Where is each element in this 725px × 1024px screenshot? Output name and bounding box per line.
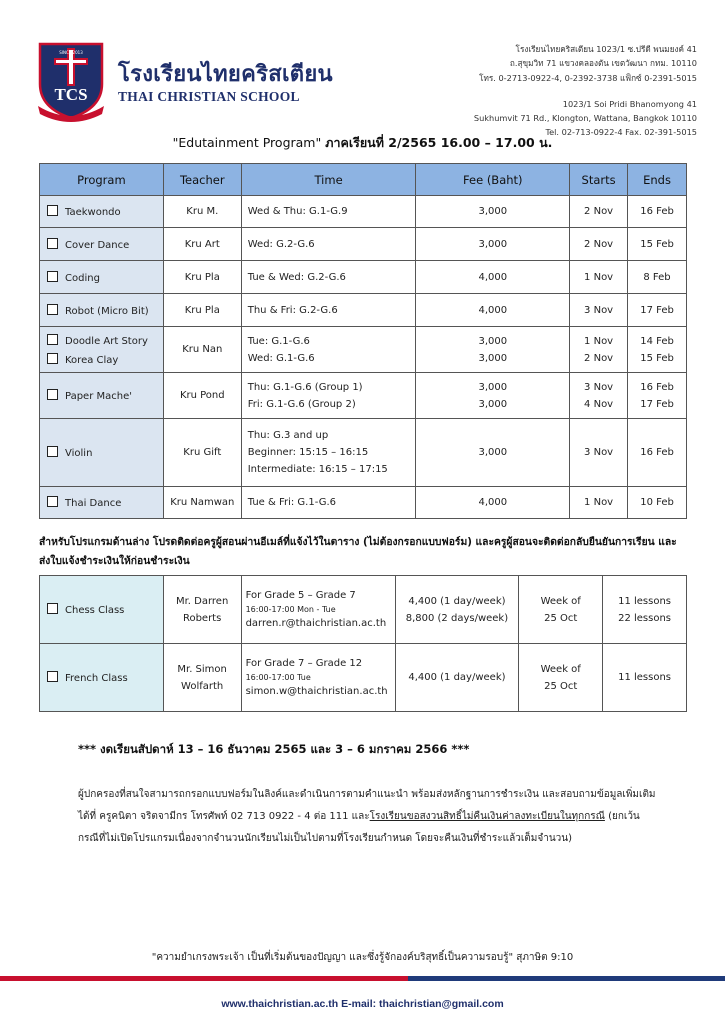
program-option bbox=[47, 331, 163, 350]
cell-line: 17 Feb bbox=[640, 398, 674, 410]
teacher-cell: Kru Namwan bbox=[163, 487, 241, 519]
cell-line: 2 Nov bbox=[584, 238, 614, 250]
checkbox-icon[interactable] bbox=[47, 304, 58, 315]
registration-paragraph bbox=[78, 784, 658, 850]
column-header: Time bbox=[241, 164, 416, 196]
cell-line: 3,000 bbox=[478, 335, 508, 347]
start-cell bbox=[570, 487, 628, 519]
program-cell bbox=[40, 261, 164, 294]
time-cell bbox=[241, 327, 416, 373]
cell-line: 8 Feb bbox=[643, 271, 671, 283]
program-cell bbox=[40, 196, 164, 228]
language-chess-table bbox=[39, 575, 687, 712]
holiday-notice: *** งดเรียนสัปดาห์ 13 – 16 ธันวาคม 2565 และ 3 – 6 มกราคม 2566 *** bbox=[78, 742, 470, 756]
cell-line: 3,000 bbox=[478, 352, 508, 364]
cell-line: Mr. Simon bbox=[177, 663, 227, 675]
checkbox-icon[interactable] bbox=[47, 353, 58, 364]
cell-line: 16 Feb bbox=[640, 206, 674, 217]
edutainment-schedule-table bbox=[39, 163, 687, 519]
paragraph-text: ผู้ปกครองที่สนใจสามารถกรอกแบบฟอร์มในลิงค์และดำเนินการตามคำแนะนำ พร้อมส่งหลักฐานการชำระเงิน และสอบถามข้อมูลเพิ่มเติมได้ที่ ครูคนิตา จริตจามีกร โทรศัพท์ 02 713 0922 - 4 ต่อ 111 และ bbox=[78, 789, 656, 822]
end-cell bbox=[628, 419, 687, 487]
checkbox-icon[interactable] bbox=[47, 671, 58, 682]
school-name-thai: โรงเรียนไทยคริสเตียน bbox=[118, 62, 333, 87]
program-name: Doodle Art Story bbox=[65, 335, 148, 347]
cell-line: 22 lessons bbox=[618, 612, 672, 624]
fee-cell bbox=[416, 327, 570, 373]
school-address bbox=[474, 42, 697, 140]
cell-line: Thu: G.3 and up bbox=[247, 430, 329, 441]
grade-range: For Grade 7 – Grade 12 bbox=[245, 658, 363, 669]
cell-line: 3,000 bbox=[478, 206, 508, 217]
time-cell bbox=[241, 196, 416, 228]
cell-line: Mr. Darren bbox=[175, 595, 229, 607]
fee-cell bbox=[416, 228, 570, 261]
program-name: Cover Dance bbox=[65, 239, 130, 251]
cell-line: Week of bbox=[540, 595, 581, 607]
school-crest-icon bbox=[36, 38, 106, 122]
cell-line: Tue & Fri: G.1-G.6 bbox=[247, 497, 336, 508]
teacher-cell: Kru Pla bbox=[163, 261, 241, 294]
program-option bbox=[47, 350, 163, 369]
checkbox-icon[interactable] bbox=[47, 389, 58, 400]
program-name: Paper Mache' bbox=[65, 391, 132, 402]
cell-line: 3 Nov bbox=[584, 447, 614, 458]
end-cell bbox=[628, 327, 687, 373]
document-title bbox=[0, 133, 725, 153]
cell-line: 3,000 bbox=[478, 381, 508, 393]
checkbox-icon[interactable] bbox=[47, 205, 58, 216]
table-row bbox=[40, 644, 687, 712]
checkbox-icon[interactable] bbox=[47, 603, 58, 614]
program-name: Thai Dance bbox=[65, 498, 122, 509]
end-cell bbox=[628, 373, 687, 419]
teacher-email[interactable]: simon.w@thaichristian.ac.th bbox=[245, 686, 388, 697]
letterhead bbox=[0, 0, 725, 138]
program-name: "Edutainment Program" bbox=[172, 135, 322, 150]
program-name: Taekwondo bbox=[65, 207, 121, 218]
fee-cell bbox=[395, 644, 519, 712]
cell-line: Tue & Wed: G.2-G.6 bbox=[247, 271, 346, 283]
table-row bbox=[40, 576, 687, 644]
cell-line: Wolfarth bbox=[181, 680, 224, 692]
cell-line: 11 lessons bbox=[618, 595, 672, 607]
table-row bbox=[40, 327, 687, 373]
cell-line: 15 Feb bbox=[640, 352, 674, 364]
table-row bbox=[40, 373, 687, 419]
program-name: Violin bbox=[65, 448, 93, 459]
fee-cell bbox=[416, 419, 570, 487]
cell-line: 25 Oct bbox=[544, 680, 578, 692]
address-line: Sukhumvit 71 Rd., Klongton, Wattana, Bangkok 10110 bbox=[473, 113, 697, 124]
class-schedule: 16:00-17:00 Tue bbox=[245, 673, 311, 682]
address-line: Tel. 02-713-0922-4 Fax. 02-391-5015 bbox=[545, 127, 697, 138]
checkbox-icon[interactable] bbox=[47, 446, 58, 457]
cell-line: 16 Feb bbox=[640, 447, 674, 458]
cell-line: Tue: G.1-G.6 bbox=[247, 335, 310, 347]
cell-line: Beginner: 15:15 – 16:15 bbox=[247, 447, 369, 458]
grade-range: For Grade 5 – Grade 7 bbox=[245, 590, 356, 601]
paragraph-text: (ยกเว้นกรณีที่ไม่เปิดโปรแกรมเนื่องจากจำนวนนักเรียนไม่เป็นไปตามที่โรงเรียนกำหนด โดยจะคืนเงินที่ชำระแล้วเต็มจำนวน) bbox=[78, 811, 640, 844]
cell-line: Fri: G.1-G.6 (Group 2) bbox=[247, 398, 356, 410]
details-cell bbox=[241, 576, 395, 644]
teacher-cell: Kru Art bbox=[163, 228, 241, 261]
table-row bbox=[40, 228, 687, 261]
checkbox-icon[interactable] bbox=[47, 238, 58, 249]
program-name: French Class bbox=[65, 673, 128, 684]
end-cell bbox=[628, 261, 687, 294]
time-cell bbox=[241, 228, 416, 261]
program-cell bbox=[40, 487, 164, 519]
footer-bar-blue bbox=[408, 976, 725, 981]
cell-line: 16 Feb bbox=[640, 381, 674, 393]
school-name-english: THAI CHRISTIAN SCHOOL bbox=[118, 89, 300, 104]
svg-text:TCS: TCS bbox=[54, 85, 88, 104]
address-line: ถ.สุขุมวิท 71 แขวงคลองตัน เขตวัฒนา กทม. 10110 bbox=[509, 58, 697, 69]
start-cell bbox=[519, 644, 603, 712]
no-refund-policy: โรงเรียนขอสงวนสิทธิ์ไม่คืนเงินค่าลงทะเบียนในทุกกรณี bbox=[369, 811, 605, 822]
program-cell bbox=[40, 294, 164, 327]
start-cell bbox=[570, 419, 628, 487]
program-option bbox=[47, 268, 163, 287]
table-row bbox=[40, 487, 687, 519]
teacher-cell: Kru Gift bbox=[163, 419, 241, 487]
program-cell bbox=[40, 373, 164, 419]
program-option bbox=[47, 443, 163, 462]
cell-line: Thu: G.1-G.6 (Group 1) bbox=[247, 381, 363, 393]
start-cell bbox=[570, 261, 628, 294]
cell-line: Week of bbox=[540, 663, 581, 675]
table-row bbox=[40, 294, 687, 327]
cell-line: Wed: G.2-G.6 bbox=[247, 238, 315, 250]
column-header: Program bbox=[40, 164, 164, 196]
cell-line: 3,000 bbox=[478, 447, 508, 458]
details-cell bbox=[241, 644, 395, 712]
start-cell bbox=[570, 196, 628, 228]
fee-cell bbox=[416, 196, 570, 228]
cell-line: Thu & Fri: G.2-G.6 bbox=[247, 304, 338, 316]
table-header-row bbox=[40, 164, 687, 196]
footer-contact: www.thaichristian.ac.th E-mail: thaichristian@gmail.com bbox=[221, 998, 504, 1010]
program-name: Chess Class bbox=[65, 605, 125, 616]
table-row bbox=[40, 196, 687, 228]
start-cell bbox=[570, 228, 628, 261]
program-cell bbox=[40, 327, 164, 373]
start-cell bbox=[519, 576, 603, 644]
program-cell bbox=[40, 228, 164, 261]
start-cell bbox=[570, 294, 628, 327]
cell-line: 1 Nov bbox=[584, 335, 614, 347]
end-cell bbox=[628, 294, 687, 327]
cell-line: 4,400 (1 day/week) bbox=[408, 595, 506, 607]
program-name: Robot (Micro Bit) bbox=[65, 305, 149, 317]
end-cell bbox=[628, 196, 687, 228]
lessons-cell bbox=[603, 644, 687, 712]
fee-cell bbox=[395, 576, 519, 644]
checkbox-icon[interactable] bbox=[47, 334, 58, 345]
cell-line: 25 Oct bbox=[544, 612, 578, 624]
cell-line: 2 Nov bbox=[584, 352, 614, 364]
address-line: โทร. 0-2713-0922-4, 0-2392-3738 แฟ็กซ์ 0-2391-5015 bbox=[479, 72, 697, 83]
program-cell bbox=[40, 576, 164, 644]
end-cell bbox=[628, 228, 687, 261]
cell-line: 3,000 bbox=[478, 398, 508, 410]
cell-line: 15 Feb bbox=[640, 238, 674, 250]
cell-line: 14 Feb bbox=[640, 335, 674, 347]
cell-line: 3,000 bbox=[478, 238, 508, 250]
cell-line: Intermediate: 16:15 – 17:15 bbox=[247, 464, 388, 475]
cell-line: 4,400 (1 day/week) bbox=[408, 672, 506, 683]
time-cell bbox=[241, 487, 416, 519]
fee-cell bbox=[416, 261, 570, 294]
class-schedule: 16:00-17:00 Mon - Tue bbox=[245, 605, 336, 614]
program-name: Korea Clay bbox=[65, 354, 119, 366]
checkbox-icon[interactable] bbox=[47, 271, 58, 282]
teacher-cell bbox=[163, 644, 241, 712]
cell-line: 17 Feb bbox=[640, 304, 674, 316]
cell-line: 4,000 bbox=[478, 271, 508, 283]
cell-line: 4 Nov bbox=[584, 398, 614, 410]
cell-line: Wed: G.1-G.6 bbox=[247, 352, 315, 364]
program-name: Coding bbox=[65, 272, 100, 284]
teacher-cell: Kru M. bbox=[163, 196, 241, 228]
cell-line: 4,000 bbox=[478, 304, 508, 316]
cell-line: 10 Feb bbox=[640, 497, 674, 508]
teacher-cell: Kru Nan bbox=[163, 327, 241, 373]
cell-line: 3 Nov bbox=[584, 304, 614, 316]
start-cell bbox=[570, 327, 628, 373]
column-header: Teacher bbox=[163, 164, 241, 196]
time-cell bbox=[241, 419, 416, 487]
fee-cell bbox=[416, 294, 570, 327]
column-header: Starts bbox=[570, 164, 628, 196]
start-cell bbox=[570, 373, 628, 419]
teacher-email[interactable]: darren.r@thaichristian.ac.th bbox=[245, 618, 387, 629]
cell-line: 1 Nov bbox=[584, 497, 614, 508]
program-option bbox=[47, 301, 163, 320]
teacher-cell: Kru Pla bbox=[163, 294, 241, 327]
cell-line: 11 lessons bbox=[618, 672, 672, 683]
program-option bbox=[47, 235, 163, 254]
cell-line: 4,000 bbox=[478, 497, 508, 508]
end-cell bbox=[628, 487, 687, 519]
column-header: Fee (Baht) bbox=[416, 164, 570, 196]
contact-note: สำหรับโปรแกรมด้านล่าง โปรดติดต่อครูผู้สอนผ่านอีเมล์ที่แจ้งไว้ในตาราง (ไม่ต้องกรอกแบบฟอร์ม) และครูผู้สอนจะติดต่อกลับยืนยันการเรียน และส่งใบแจ้งชำระเงินให้ก่อนชำระเงิน bbox=[39, 536, 677, 567]
time-cell bbox=[241, 373, 416, 419]
checkbox-icon[interactable] bbox=[47, 496, 58, 507]
cell-line: 2 Nov bbox=[584, 206, 614, 217]
program-option bbox=[47, 493, 163, 512]
program-cell bbox=[40, 644, 164, 712]
address-line: 1023/1 Soi Pridi Bhanomyong 41 bbox=[562, 98, 697, 109]
cell-line: Wed & Thu: G.1-G.9 bbox=[247, 206, 348, 217]
column-header: Ends bbox=[628, 164, 687, 196]
time-cell bbox=[241, 294, 416, 327]
program-option bbox=[47, 386, 163, 405]
teacher-cell: Kru Pond bbox=[163, 373, 241, 419]
program-option bbox=[47, 202, 163, 221]
table-row bbox=[40, 261, 687, 294]
fee-cell bbox=[416, 487, 570, 519]
proverb-quote: "ความยำเกรงพระเจ้า เป็นที่เริ่มต้นของปัญญา และซึ่งรู้จักองค์บริสุทธิ์เป็นความรอบรู้" สุภาษิต 9:10 bbox=[151, 952, 574, 963]
fee-cell bbox=[416, 373, 570, 419]
teacher-cell bbox=[163, 576, 241, 644]
address-line: โรงเรียนไทยคริสเตียน 1023/1 ซ.ปรีดี พนมยงค์ 41 bbox=[515, 44, 697, 54]
cell-line: 3 Nov bbox=[584, 381, 614, 393]
cell-line: 1 Nov bbox=[584, 271, 614, 283]
cell-line: Roberts bbox=[182, 612, 222, 624]
logo-year-label: SINCE 2013 bbox=[59, 50, 83, 55]
table-row bbox=[40, 419, 687, 487]
time-cell bbox=[241, 261, 416, 294]
lessons-cell bbox=[603, 576, 687, 644]
cell-line: 8,800 (2 days/week) bbox=[405, 612, 509, 624]
program-cell bbox=[40, 419, 164, 487]
term-label: ภาคเรียนที่ 2/2565 16.00 – 17.00 น. bbox=[325, 135, 553, 150]
